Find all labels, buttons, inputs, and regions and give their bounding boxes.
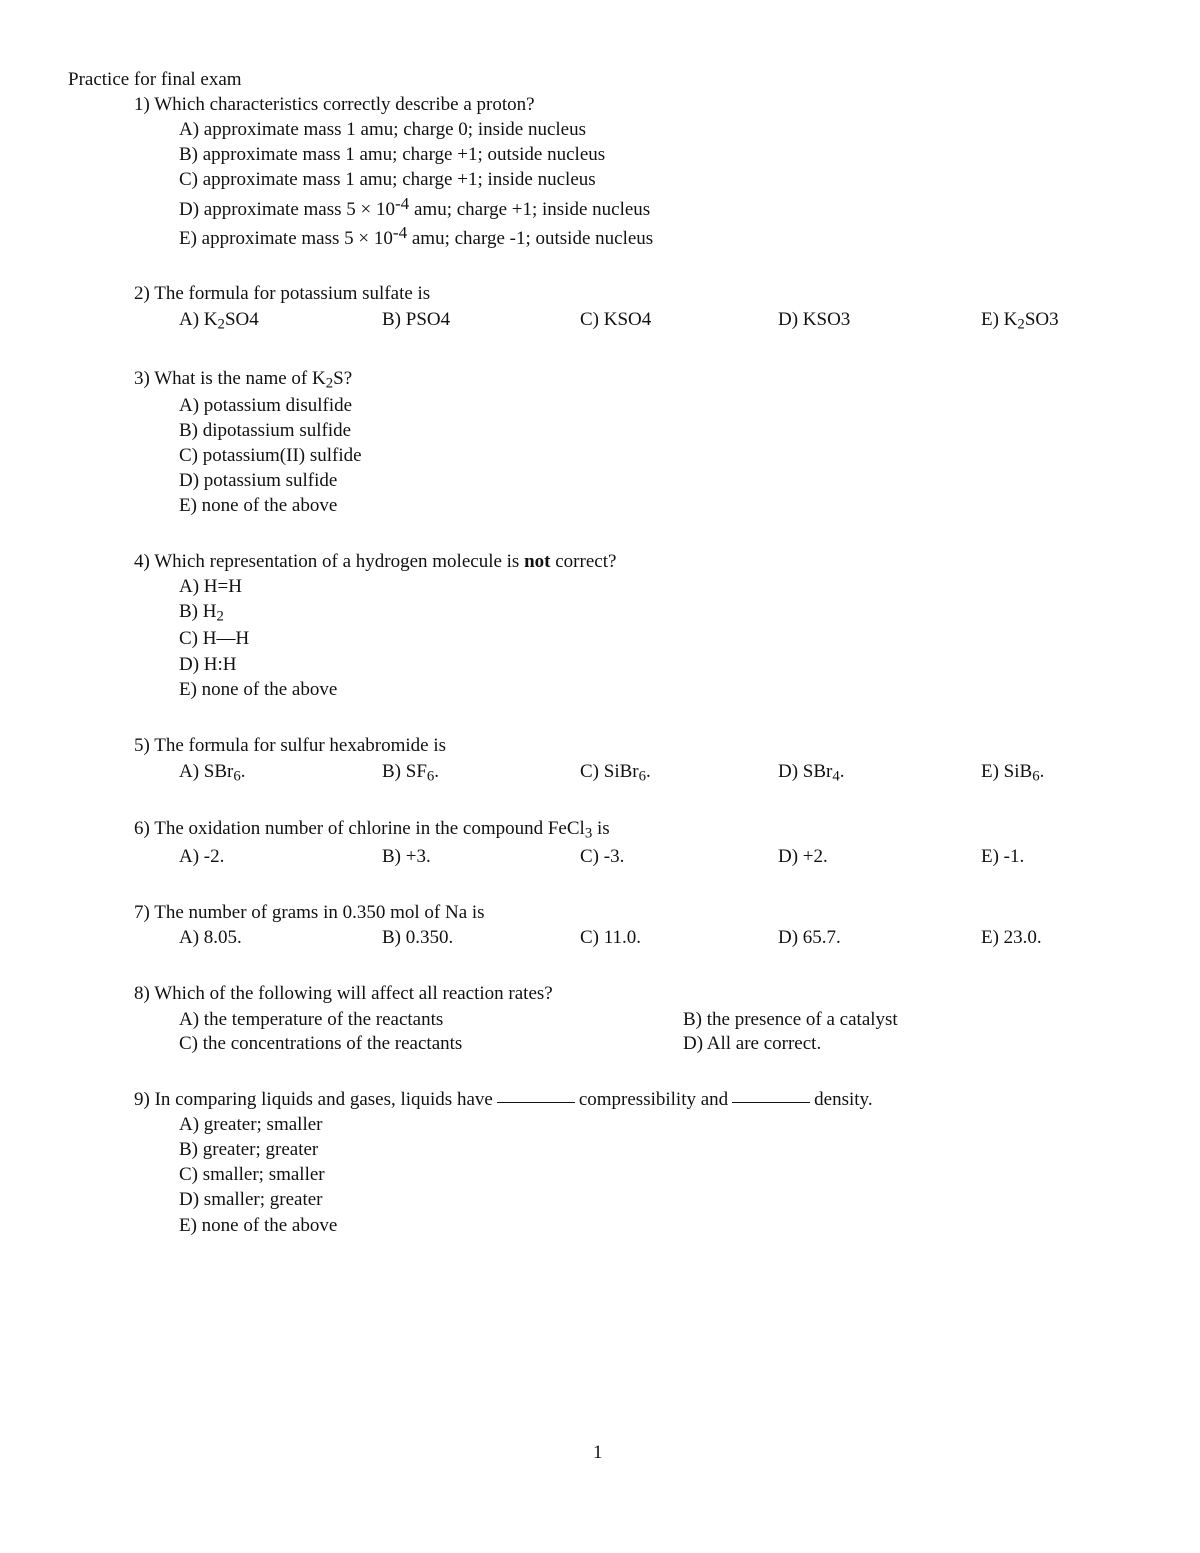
question-7-option-c: C) 11.0.: [580, 927, 642, 948]
question-9-option-a: A) greater; smaller: [179, 1114, 323, 1135]
question-4-option-e: E) none of the above: [179, 679, 338, 700]
question-6-option-e: E) -1.: [981, 846, 1025, 867]
question-9-option-e: E) none of the above: [179, 1215, 338, 1236]
question-9-option-d: D) smaller; greater: [179, 1189, 323, 1210]
question-2-option-a: A) $K_2SO4$: [179, 309, 259, 333]
question-3-option-c: C) potassium(II) sulfide: [179, 445, 362, 466]
question-8-option-c: C) the concentrations of the reactants: [179, 1033, 463, 1054]
question-4-option-a: A) H=H: [179, 576, 242, 597]
question-4-text: 4) Which representation of a hydrogen molecule is not correct?: [134, 551, 617, 572]
question-2-option-b: B) PSO4: [382, 309, 451, 330]
question-9-text: 9) In comparing liquids and gases, liquids have compressibility and density.: [134, 1089, 873, 1110]
question-3-option-b: B) dipotassium sulfide: [179, 420, 352, 441]
question-4-option-b: B) $H_2$: [179, 601, 224, 625]
question-4-option-c: C) H—H: [179, 628, 250, 649]
question-6-option-a: A) -2.: [179, 846, 225, 867]
question-7-text: 7) The number of grams in 0.350 mol of Na is: [134, 902, 485, 923]
question-1-option-b: B) approximate mass 1 amu; charge +1; outside nucleus: [179, 144, 606, 165]
question-8-option-d: D) All are correct.: [683, 1033, 822, 1054]
question-1-option-e: E) approximate mass $5 \times 10^{-4}$ amu; charge -1; outside nucleus: [179, 223, 654, 249]
question-2-option-d: D) KSO3: [778, 309, 851, 330]
question-4-option-d: D) H:H: [179, 654, 237, 675]
question-9-option-c: C) smaller; smaller: [179, 1164, 325, 1185]
question-1-option-d: D) approximate mass $5 \times 10^{-4}$ amu; charge +1; inside nucleus: [179, 194, 651, 220]
question-8-text: 8) Which of the following will affect all reaction rates?: [134, 983, 553, 1004]
question-2-option-e: E) $K_2SO3$: [981, 309, 1059, 333]
question-6-option-b: B) +3.: [382, 846, 431, 867]
question-3-option-e: E) none of the above: [179, 495, 338, 516]
question-6-option-c: C) -3.: [580, 846, 625, 867]
question-8-option-a: A) the temperature of the reactants: [179, 1009, 444, 1030]
question-3-option-d: D) potassium sulfide: [179, 470, 338, 491]
question-5-option-c: C) SiBr$_6$.: [580, 761, 651, 785]
question-9-option-b: B) greater; greater: [179, 1139, 319, 1160]
question-6-text: 6) The oxidation number of chlorine in the compound FeCl$_3$ is: [134, 818, 610, 842]
question-5-option-a: A) SBr$_6$.: [179, 761, 246, 785]
question-7-option-b: B) 0.350.: [382, 927, 454, 948]
question-5-option-e: E) SiB$_6$.: [981, 761, 1045, 785]
question-5-option-d: D) SBr$_4$.: [778, 761, 845, 785]
question-5-option-b: B) $SF_6$.: [382, 761, 440, 785]
page-number: 1: [593, 1442, 603, 1463]
page-title: Practice for final exam: [68, 69, 242, 90]
question-7-option-a: A) 8.05.: [179, 927, 242, 948]
question-2-option-c: C) KSO4: [580, 309, 652, 330]
question-5-text: 5) The formula for sulfur hexabromide is: [134, 735, 447, 756]
question-1-text: 1) Which characteristics correctly describe a proton?: [134, 94, 535, 115]
question-7-option-d: D) 65.7.: [778, 927, 841, 948]
question-8-option-b: B) the presence of a catalyst: [683, 1009, 898, 1030]
question-3-text: 3) What is the name of $K_2S$?: [134, 368, 353, 392]
question-1-option-a: A) approximate mass 1 amu; charge 0; inside nucleus: [179, 119, 586, 140]
answer-blank: [732, 1102, 810, 1103]
question-7-option-e: E) 23.0.: [981, 927, 1042, 948]
question-6-option-d: D) +2.: [778, 846, 828, 867]
question-1-option-c: C) approximate mass 1 amu; charge +1; inside nucleus: [179, 169, 596, 190]
question-2-text: 2) The formula for potassium sulfate is: [134, 283, 431, 304]
question-3-option-a: A) potassium disulfide: [179, 395, 353, 416]
answer-blank: [497, 1102, 575, 1103]
